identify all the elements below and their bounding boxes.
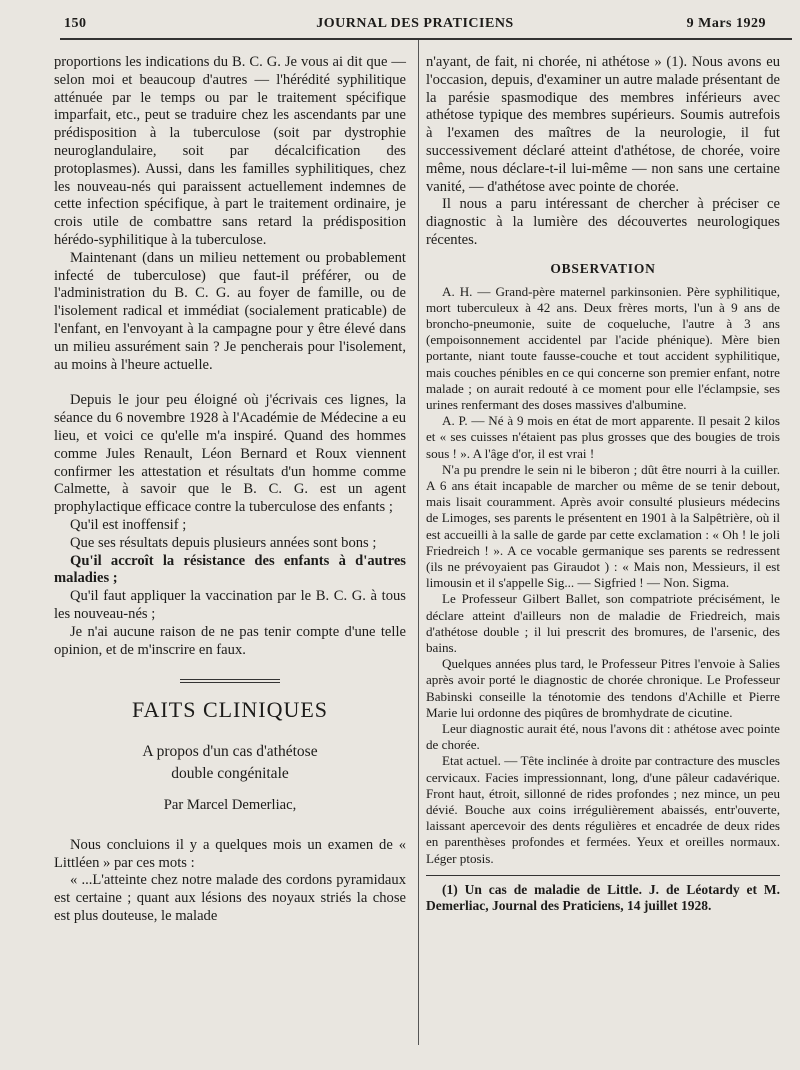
paragraph: Que ses résultats depuis plusieurs années sont bons ; (70, 534, 377, 551)
paragraph: Il nous a paru intéressant de chercher à préciser ce diagnostic à la lumière des découvertes neurologiques récentes. (426, 196, 780, 248)
paragraph: Le Professeur Gilbert Ballet, son compatriote précisément, le déclare atteint d'ailleurs non de maladie de Friedreich, mais d'athétose double ; il lui prescrit des bromures, de l'arsenic, des bains. (426, 591, 780, 656)
paragraph: n'ayant, de fait, ni chorée, ni athétose » (1). Nous avons eu l'occasion, depuis, d'examiner un autre malade présentant de la parésie spasmodique des membres inférieurs avec athétose typique des membres supérieurs. Soumis autrefois à l'examen des maîtres de la neurologie, il fut successivement déclaré atteint d'athétose, de chorée, voire même, nous déclare-t-il lui-même — non sans une certaine vanité, — d'athétose avec pointe de chorée. (426, 54, 780, 195)
paragraph: A. P. — Né à 9 mois en état de mort apparente. Il pesait 2 kilos et « ses cuisses n'étaient pas plus grosses que des bougies de trois sous ! ». A l'âge d'or, il est vrai ! (426, 413, 780, 461)
paragraph: Je n'ai aucune raison de ne pas tenir compte d'une telle opinion, et de m'inscrire en faux. (54, 623, 406, 658)
byline: Par Marcel Demerliac, (163, 797, 297, 814)
article-title: A propos d'un cas d'athétose double congénitale (142, 743, 318, 783)
footnote-rule (426, 875, 780, 876)
page-number: 150 (64, 16, 87, 31)
right-column (426, 54, 780, 914)
issue-date: 9 Mars 1929 (686, 16, 766, 31)
paragraph: Qu'il est inoffensif ; (70, 516, 187, 533)
paragraph: proportions les indications du B. C. G. Je vous ai dit que — selon moi et beaucoup d'autres — l'hérédité syphilitique atténuée par le temps ou par le traitement spécifique imparfait, etc., peut se traduire chez les ascendants par une prédisposition à la tuberculose (soit par dystrophie neuroglandulaire, soit par décalcification des protoplasmes). Aussi, dans les familles syphilitiques, chez les nouveau-nés qui paraissent actuellement indemnes de cette infection spécifique, à part le traitement ordinaire, je crois utile de combattre sans retard la prédisposition hérédo-syphilitique à la tuberculose. (54, 54, 406, 248)
paragraph: Nous concluions il y a quelques mois un examen de « Littléen » par ces mots : (54, 836, 406, 871)
paragraph-emphasis: Qu'il accroît la résistance des enfants à d'autres maladies ; (54, 552, 406, 587)
left-column (54, 54, 406, 926)
column-divider (418, 40, 419, 1045)
paragraph: Quelques années plus tard, le Professeur Pitres l'envoie à Salies après avoir porté le diagnostic de chorée chronique. Le Professeur Babinski conseille la ténotomie des tendons d'Achille et Pierre Marie lui ordonne des piqûres de bromhydrate de cicutine. (426, 656, 780, 720)
paragraph: Maintenant (dans un milieu nettement ou probablement infecté de tuberculose) que faut-il préférer, ou de l'administration du B. C. G. au foyer de famille, ou de l'isolement radical et immédiat (socialement praticable) de l'enfant, en l'envoyant à la campagne pour y être élevé dans un milieu assurément sain ? Je pencherais pour l'isolement, au moins à l'heure actuelle. (54, 249, 406, 373)
section-title: FAITS CLINIQUES (131, 697, 329, 723)
paragraph: Depuis le jour peu éloigné où j'écrivais ces lignes, la séance du 6 novembre 1928 à l'Académie de Médecine a eu lieu, et voici ce qu'elle m'a inspiré. Quand des hommes comme Jules Renault, Léon Bernard et Roux viennent confirmer les attestation et résultats d'un homme comme Calmette, à savoir que le B. C. G. est un agent prophylactique efficace contre la tuberculose des enfants ; (54, 392, 406, 516)
observation-title: OBSERVATION (550, 260, 656, 276)
paragraph: Leur diagnostic aurait été, nous l'avons dit : athétose avec pointe de chorée. (426, 721, 780, 753)
paragraph: Qu'il faut appliquer la vaccination par le B. C. G. à tous les nouveau-nés ; (54, 588, 406, 622)
running-header (64, 14, 766, 34)
footnote: (1) Un cas de maladie de Little. J. de Léotardy et M. Demerliac, Journal des Praticiens, 14 juillet 1928. (426, 881, 780, 913)
paragraph: N'a pu prendre le sein ni le biberon ; dût être nourri à la cuiller. A 6 ans était incapable de marcher ou même de se tenir debout, mais lisait couramment. Après avoir consulté plusieurs médecins de Limoges, ses parents le présentent en 1901 à la Salpêtrière, où il est accueilli à la salle de garde par cette exclamation : « Oh ! le joli Friedreich ! ». A ce vocable germanique ses parents se redressent (ils ne prévoyaient pas Giraudot ) : « Mais non, Messieurs, il est limousin et il s'appelle Sig... — Sigfried ! — Non. Sigma. (426, 461, 780, 591)
header-rule (60, 38, 792, 41)
paragraph: « ...L'atteinte chez notre malade des cordons pyramidaux est certaine ; quant aux lésions des noyaux striés la chose est plus douteuse, le malade (54, 872, 406, 925)
section-ornament (180, 679, 280, 683)
paragraph: Etat actuel. — Tête inclinée à droite par contracture des muscles cervicaux. Facies impressionnant, long, d'une pâleur cadavérique. Front haut, étroit, sillonné de rides profondes ; nez mince, un peu dévié. Bouche aux coins irrégulièrement abaissés, entr'ouverte, laissant apercevoir des dents régulières et encadrée de deux rides en parenthèses profondes et fermées. Yeux et oreilles normaux. Léger ptosis. (426, 753, 780, 866)
paragraph: A. H. — Grand-père maternel parkinsonien. Père syphilitique, mort tuberculeux à 42 ans. Deux frères morts, l'un à 9 ans de broncho-pneumonie, suite de coqueluche, l'autre à 3 ans (empoisonnement accidentel par l'acide phénique). Mère bien portante, niant toute fausse-couche et tout accident syphilitique, mais couches pénibles en ce qui concerne son premier enfant, notre malade ; on aurait redouté à ce moment pour elle l'éclampsie, ses urines renfermant des doses massives d'albumine. (426, 283, 780, 412)
journal-title: JOURNAL DES PRATICIENS (316, 16, 514, 31)
